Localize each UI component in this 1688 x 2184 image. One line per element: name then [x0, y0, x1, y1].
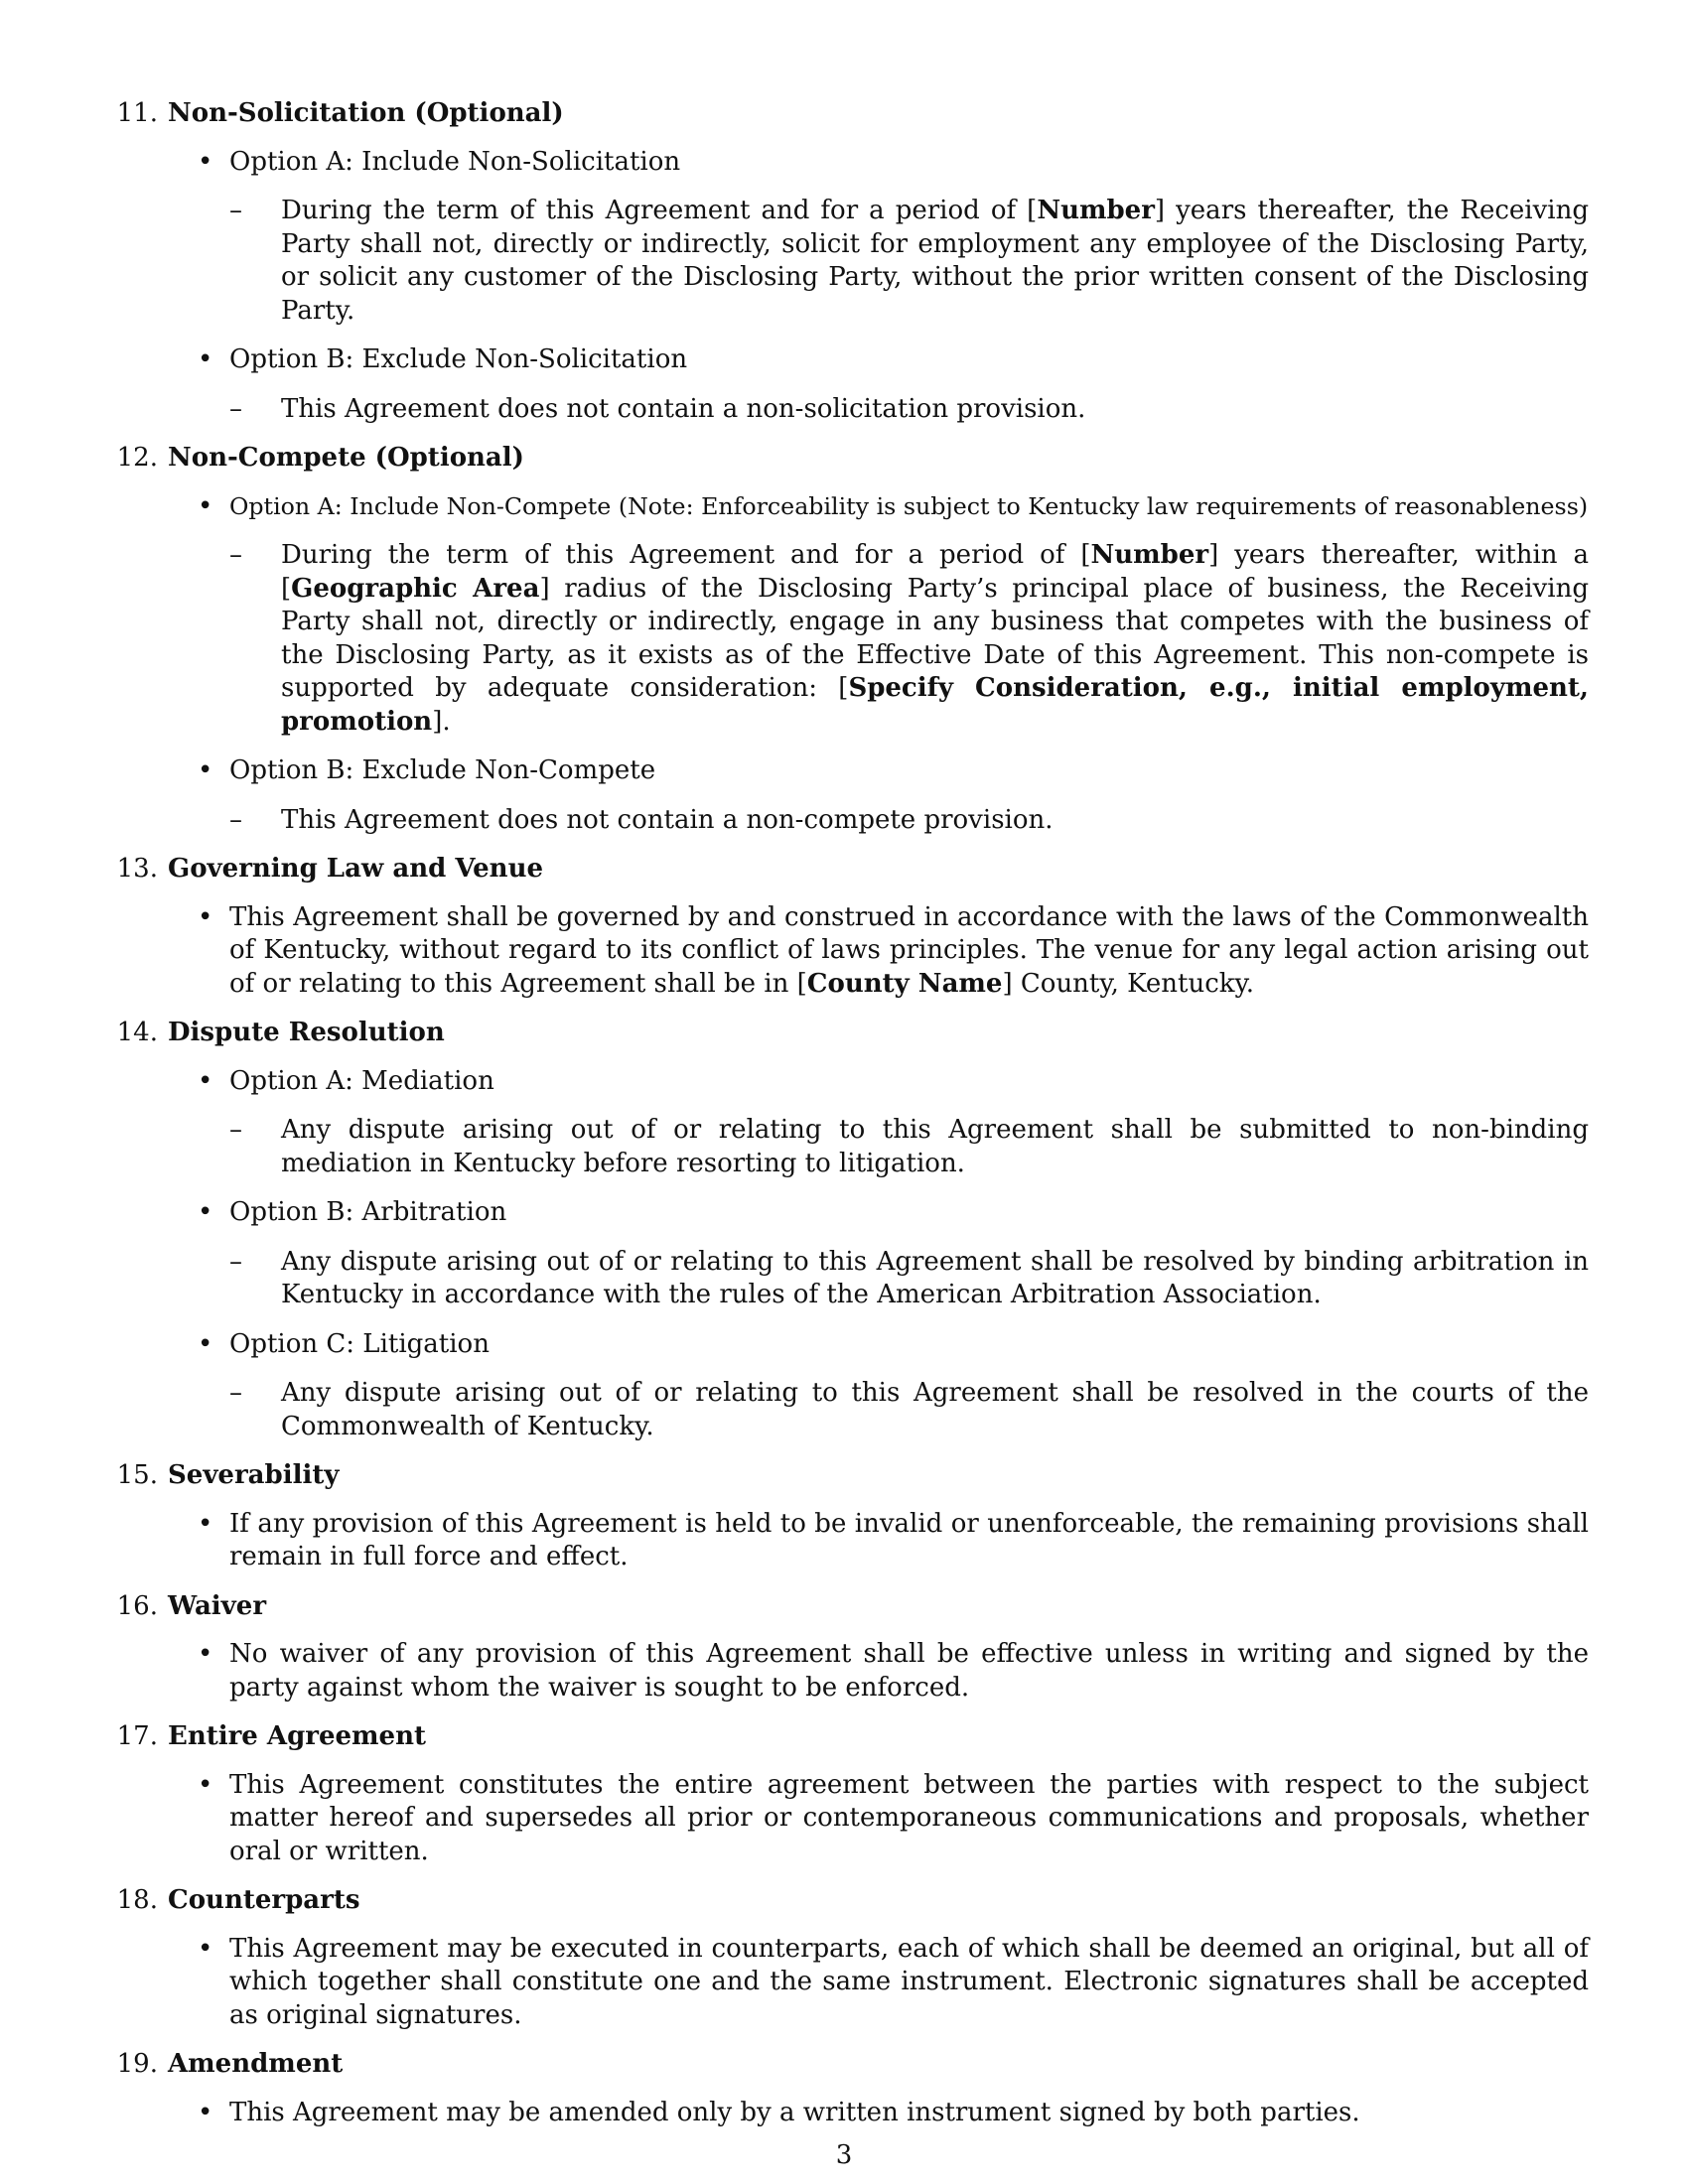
document-content [114, 97, 1589, 2145]
option-label: Option A: Mediation [229, 1065, 494, 1096]
clause-text: This Agreement constitutes the entire agreement between the parties with respect to the subject matter hereof and supersedes all prior or contemporaneous communications and proposals, whether oral or written. [229, 1769, 1589, 1866]
section-number: 13. [116, 854, 158, 884]
section-title: Counterparts [168, 1885, 360, 1915]
dash: – [229, 540, 242, 570]
section-heading [116, 442, 1589, 476]
bullet: • [198, 2097, 213, 2127]
clause-text: No waiver of any provision of this Agreement shall be effective unless in writing and signed by the party against whom the waiver is sought to be enforced. [229, 1639, 1589, 1703]
section-number: 15. [116, 1460, 158, 1490]
dash: – [229, 1115, 242, 1145]
option-detail: – During the term of this Agreement and for a period of [Number] years thereafter, the Receiving Party shall not, directly or indirectly, solicit for employment any employee of the Disclosing Party, or solicit any customer of the Disclosing Party, without the prior written consent of the Disclosing Party. [229, 196, 1589, 326]
placeholder-number: Number [1037, 196, 1155, 225]
bullet: • [198, 1769, 213, 1800]
clause-text: This Agreement shall be governed by and construed in accordance with the laws of the Commonwealth of Kentucky, without regard to its conflict of laws principles. The venue for any legal action arising out of or relating to this Agreement shall be in [County Name] County, Kentucky. [229, 901, 1589, 999]
section-governing-law [114, 853, 1589, 1001]
section-title: Non-Solicitation (Optional) [168, 98, 564, 128]
list-item [168, 343, 1589, 426]
section-heading [116, 97, 1589, 131]
section-title: Entire Agreement [168, 1721, 426, 1751]
placeholder-county-name: County Name [806, 968, 1003, 999]
section-heading [116, 1720, 1589, 1754]
option-detail: – During the term of this Agreement and for a period of [Number] years thereafter, within a [Geographic Area] radius of the Disclosing Party’s principal place of business, the Receiving Party shall not, directly or indirectly, engage in any business that competes with the business of the Disclosing Party, as it exists as of the Effective Date of this Agreement. This non-compete is supported by adequate consideration: [Specify Consideration, e.g., initial employment, promotion]. [229, 540, 1590, 737]
list-item [168, 1769, 1589, 1869]
list-item [168, 1508, 1589, 1574]
section-heading [116, 1884, 1589, 1918]
section-heading [116, 1017, 1589, 1050]
bullet: • [198, 901, 213, 932]
option-label: Option B: Exclude Non-Solicitation [229, 344, 688, 374]
dash: – [229, 1246, 242, 1277]
section-waiver [114, 1590, 1589, 1706]
section-heading [116, 853, 1589, 887]
placeholder-geographic-area: Geographic Area [291, 573, 540, 604]
bullet: • [198, 344, 213, 374]
section-non-compete [114, 442, 1589, 837]
list-item [168, 1196, 1589, 1312]
section-title: Severability [168, 1460, 340, 1490]
dash: – [229, 393, 242, 424]
section-severability [114, 1459, 1589, 1574]
clause-text: This Agreement may be executed in counterparts, each of which shall be deemed an original, but all of which together shall constitute one and the same instrument. Electronic signatures shall be accepted as original signatures. [229, 1933, 1589, 2030]
option-label: Option A: Include Non-Compete (Note: Enforceability is subject to Kentucky law requirements of reasonableness) [229, 491, 1589, 520]
list-item [168, 1328, 1589, 1444]
section-number: 14. [116, 1018, 158, 1047]
dash: – [229, 196, 242, 225]
option-detail: – Any dispute arising out of or relating to this Agreement shall be resolved by binding arbitration in Kentucky in accordance with the rules of the American Arbitration Association. [229, 1246, 1589, 1309]
list-item [168, 1933, 1589, 2033]
list-item [168, 146, 1589, 329]
section-title: Dispute Resolution [168, 1018, 445, 1047]
bullet: • [198, 1639, 213, 1669]
option-label: Option A: Include Non-Solicitation [229, 146, 681, 177]
section-heading [116, 1590, 1589, 1624]
list-item [168, 901, 1589, 1002]
section-number: 19. [116, 2049, 158, 2079]
bullet: • [198, 1065, 213, 1096]
list-item [168, 1638, 1589, 1705]
section-entire-agreement [114, 1720, 1589, 1868]
section-non-solicitation [114, 97, 1589, 426]
option-label: Option B: Exclude Non-Compete [229, 755, 656, 785]
section-title: Non-Compete (Optional) [168, 443, 524, 473]
option-detail: – This Agreement does not contain a non-compete provision. [229, 804, 1589, 838]
section-counterparts [114, 1884, 1589, 2032]
list-item [168, 2097, 1589, 2130]
clause-text: If any provision of this Agreement is held to be invalid or unenforceable, the remaining provisions shall remain in full force and effect. [229, 1508, 1589, 1571]
list-item [168, 490, 1589, 740]
clause-text: This Agreement may be amended only by a written instrument signed by both parties. [229, 2097, 1360, 2127]
option-detail: – Any dispute arising out of or relating to this Agreement shall be resolved in the courts of the Commonwealth of Kentucky. [229, 1378, 1589, 1441]
bullet: • [198, 146, 213, 177]
section-number: 16. [116, 1590, 158, 1621]
bullet: • [198, 1933, 213, 1964]
placeholder-consideration: Specify Consideration, e.g., initial employment, promotion [281, 673, 1589, 737]
bullet: • [198, 1197, 213, 1227]
dash: – [229, 804, 242, 835]
section-title: Waiver [168, 1590, 267, 1621]
section-number: 17. [116, 1721, 158, 1751]
section-number: 18. [116, 1885, 158, 1915]
section-amendment [114, 2048, 1589, 2129]
bullet: • [198, 1508, 213, 1539]
dash: – [229, 1378, 242, 1408]
section-title: Governing Law and Venue [168, 854, 544, 884]
option-detail: – This Agreement does not contain a non-solicitation provision. [229, 393, 1589, 427]
section-number: 12. [116, 443, 158, 473]
bullet: • [198, 490, 213, 521]
option-label: Option B: Arbitration [229, 1197, 507, 1227]
section-heading [116, 1459, 1589, 1493]
list-item [168, 754, 1589, 837]
section-heading [116, 2048, 1589, 2082]
placeholder-number: Number [1090, 540, 1209, 570]
bullet: • [198, 755, 213, 785]
option-detail: – Any dispute arising out of or relating to this Agreement shall be submitted to non-binding mediation in Kentucky before resorting to litigation. [229, 1115, 1589, 1178]
section-title: Amendment [168, 2049, 344, 2079]
section-dispute-resolution [114, 1017, 1589, 1443]
section-number: 11. [116, 98, 158, 128]
option-label: Option C: Litigation [229, 1328, 490, 1359]
page-number: 3 [835, 2140, 853, 2170]
list-item [168, 1065, 1589, 1181]
bullet: • [198, 1328, 213, 1359]
